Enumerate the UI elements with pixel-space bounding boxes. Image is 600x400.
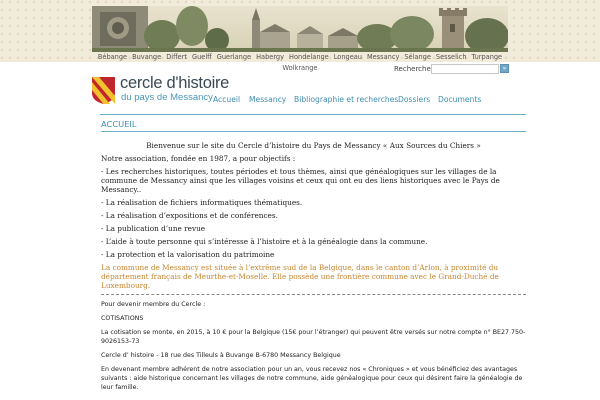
page-title: ACCUEIL	[101, 119, 137, 129]
welcome-text: Bienvenue sur le site du Cercle d’histoire du Pays de Messancy « Aux Sources du Chiers »	[146, 141, 481, 150]
village-link[interactable]: Turpange	[471, 53, 503, 61]
village-link[interactable]: Guerlange	[216, 53, 252, 61]
arrow-right-icon: »	[502, 64, 507, 72]
dashed-divider	[101, 294, 526, 295]
search-submit-button[interactable]	[500, 64, 509, 73]
objective-item: - La réalisation d’expositions et de conférences.	[101, 211, 278, 220]
nav-accueil[interactable]: Accueil	[213, 95, 241, 104]
village-link[interactable]: Hondelange	[289, 53, 329, 61]
cotisation-text: La cotisation se monte, en 2015, à 10 € pour la Belgique (15€ pour l’étranger) qui peuvent être versés sur notre compte n° BE27 750-9026153-73	[101, 329, 526, 345]
objective-item: - La protection et la valorisation du patrimoine	[101, 250, 275, 259]
village-link[interactable]: Sélange	[404, 53, 431, 61]
village-link[interactable]: Sesselich	[435, 53, 467, 61]
objective-item: - La publication d’une revue	[101, 224, 206, 233]
benefits-text: En devenant membre adhérent de notre association pour un an, vous recevez nos « Chroniques » et vous bénéficiez des avantages suivants : aide historique concernant les villages de notre commune, aide généalogique pour ceux qui désirent faire la généalogie de leur famille.	[101, 366, 523, 391]
title-divider	[101, 131, 526, 132]
main-content	[101, 118, 526, 397]
village-panorama-image	[92, 6, 508, 52]
village-link[interactable]: Buvange	[132, 53, 162, 61]
header-banner-photo	[92, 6, 508, 52]
logo-title[interactable]: cercle d'histoire	[120, 74, 230, 92]
location-text: La commune de Messancy est située à l’extrême sud de la Belgique, dans le canton d’Arlon, à proximité du département français de Meurthe-et-Moselle. Elle possède une frontière commune avec le Grand-Duché de Luxembourg.	[101, 263, 499, 290]
nav-dossiers[interactable]: Dossiers	[398, 95, 431, 104]
village-link[interactable]: Guelff	[192, 53, 212, 61]
nav-documents[interactable]: Documents	[438, 95, 482, 104]
nav-bibliographie[interactable]: Bibliographie et recherches	[294, 95, 399, 104]
intro-text: Notre association, fondée en 1987, a pour objectifs :	[101, 154, 296, 163]
objective-item: - Les recherches historiques, toutes périodes et tous thèmes, ainsi que généalogiques sur les villages de la commune de Messancy ainsi que les villages voisins et ceux qui ont eu des liens historiques avec le Pays de Messancy..	[101, 167, 500, 194]
village-link[interactable]: Messancy	[366, 53, 400, 61]
village-link[interactable]: Bébange	[97, 53, 128, 61]
nav-messancy[interactable]: Messancy	[249, 95, 287, 104]
village-link[interactable]: Habergy	[256, 53, 285, 61]
search-label: Recherche	[394, 65, 431, 73]
address-text: Cercle d’ histoire - 18 rue des Tilleuls à Buvange B-6780 Messancy Belgique	[101, 352, 341, 359]
objective-item: - La réalisation de fichiers informatiques thématiques.	[101, 198, 303, 207]
shield-logo-icon[interactable]	[92, 77, 115, 104]
village-link[interactable]: Longeau	[333, 53, 362, 61]
village-link[interactable]: Differt	[166, 53, 187, 61]
nav-divider	[100, 114, 526, 115]
cotisations-title: COTISATIONS	[101, 315, 144, 322]
member-title: Pour devenir membre du Cercle :	[101, 301, 206, 308]
search-input[interactable]	[431, 64, 499, 74]
village-link-row2[interactable]: Wolkrange	[282, 64, 318, 72]
objective-item: - L’aide à toute personne qui s’intéresse à l’histoire et à la généalogie dans la commune.	[101, 237, 428, 246]
logo-subtitle[interactable]: du pays de Messancy	[121, 92, 213, 103]
village-links	[92, 52, 508, 62]
